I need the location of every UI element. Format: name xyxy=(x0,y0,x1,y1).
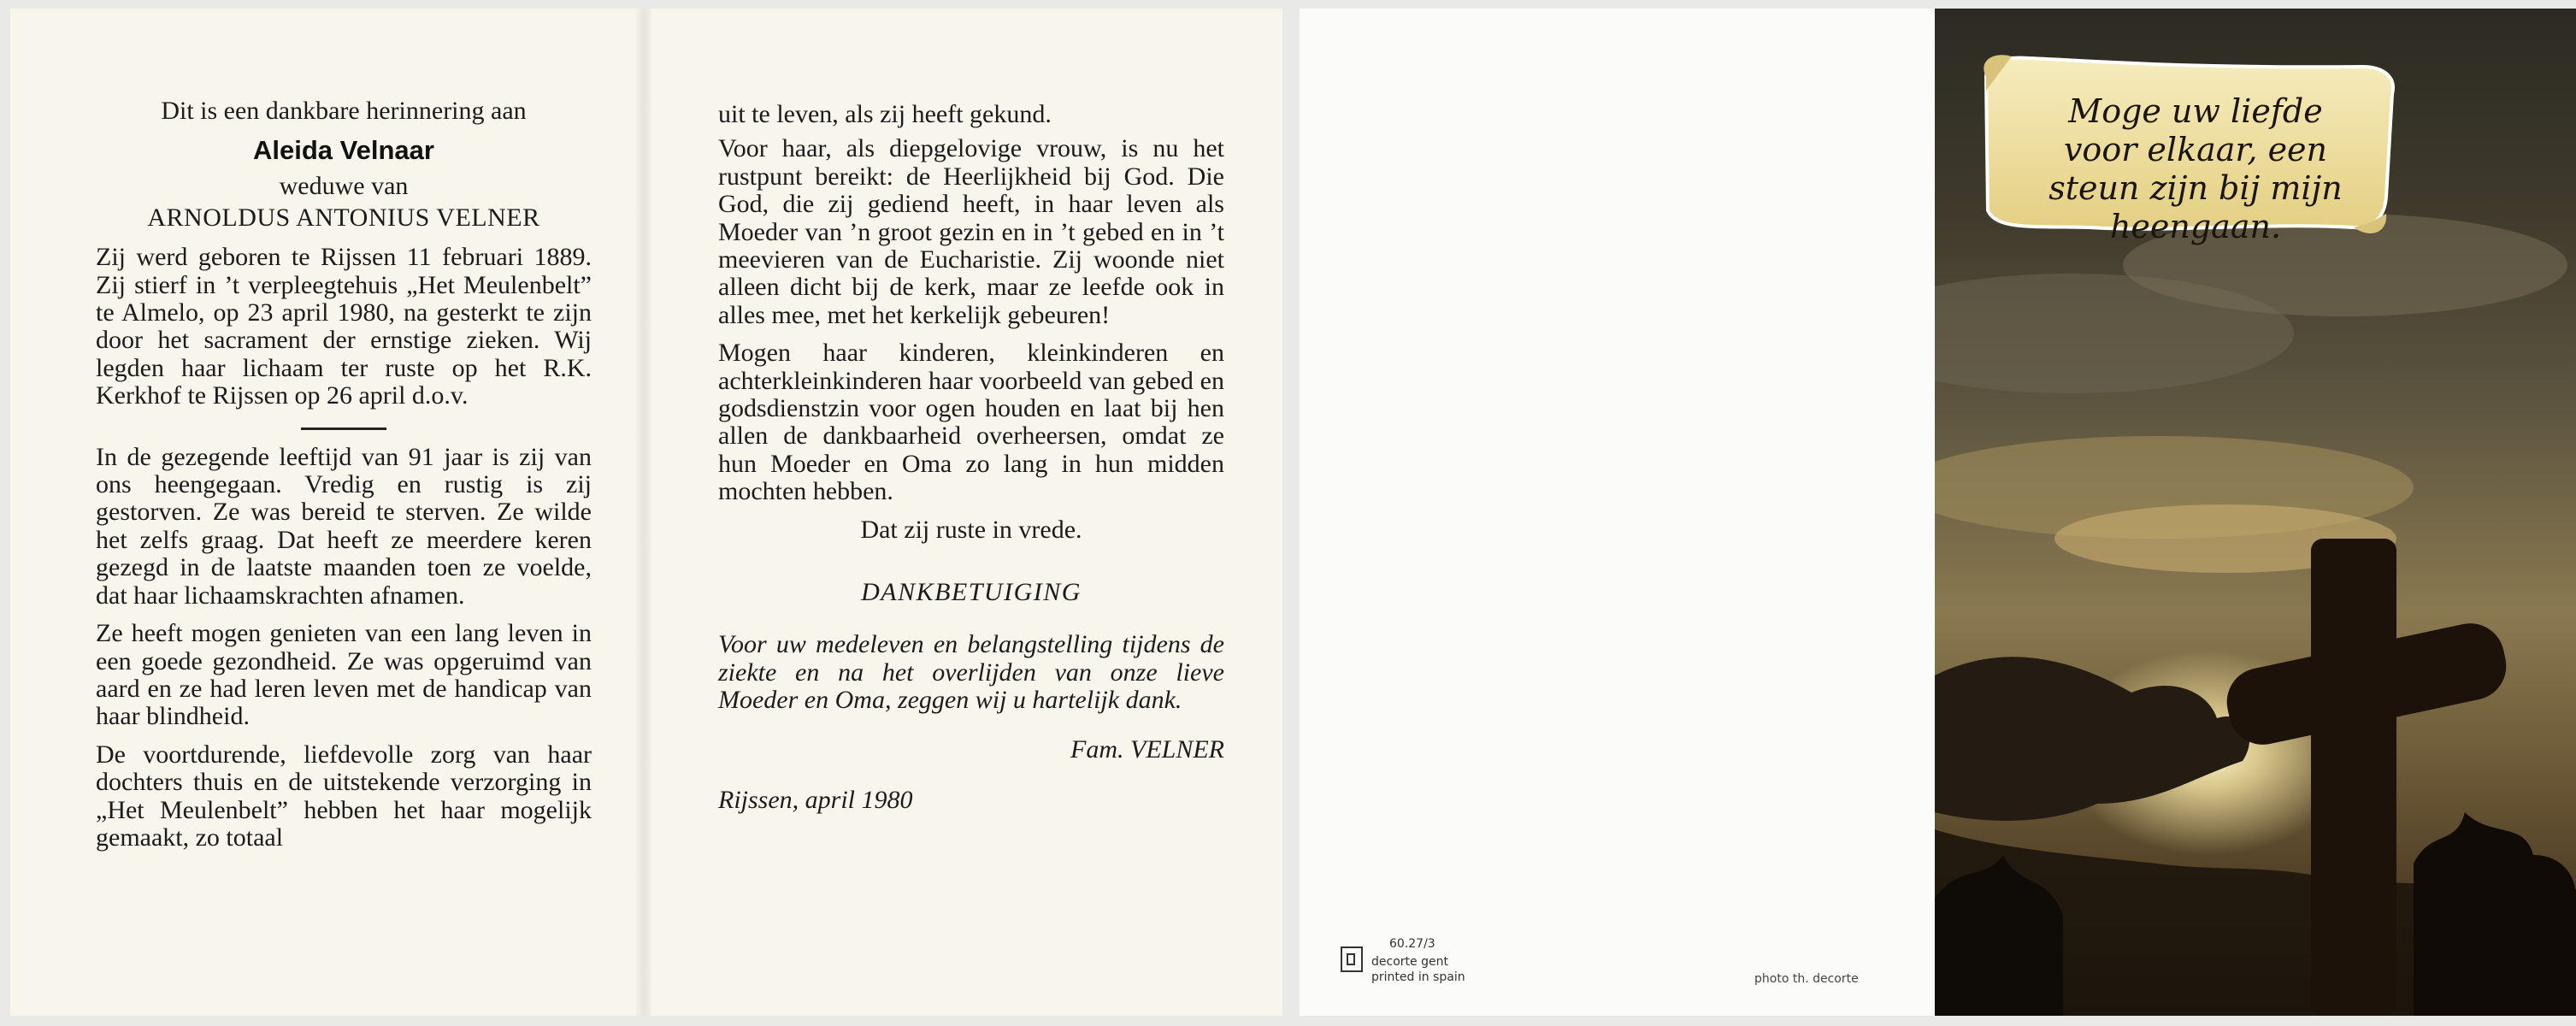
photo-credit: photo th. decorte xyxy=(1754,972,1859,986)
right-page xyxy=(718,9,1224,1016)
paragraph: Ze heeft mogen genieten van een lang leven in een goede gezondheid. Ze was opgeruimd van aard en ze had leren leven met de handicap van haar blindheid. xyxy=(96,619,592,731)
husband-name: ARNOLDUS ANTONIUS VELNER xyxy=(147,203,540,232)
intro-line: Dit is een dankbare herinnering aan xyxy=(161,97,527,125)
imprint-lines xyxy=(1371,954,1465,985)
paragraph: uit te leven, als zij heeft gekund. xyxy=(718,100,1052,128)
cross-post xyxy=(2311,539,2396,1016)
paragraph: De voortdurende, liefdevolle zorg van haar dochters thuis en de uitstekende verzorging in „Het Meulenbelt” hebben het haar mogelijk gemaakt, zo totaal xyxy=(96,740,592,852)
place-date: Rijssen, april 1980 xyxy=(718,785,913,814)
thanks-heading: DANKBETUIGING xyxy=(861,578,1082,607)
card-fold xyxy=(636,9,651,1016)
imprint-code: 60.27/3 xyxy=(1389,937,1435,951)
family-signature: Fam. VELNER xyxy=(1070,735,1224,764)
cross-photo xyxy=(1935,9,2576,1016)
thanks-text: Voor uw medeleven en belangstelling tijdens de ziekte en na het overlijden van onze lieve Moeder en Oma, zeggen wij u hartelijk dank. xyxy=(718,630,1224,714)
memorial-card-outside xyxy=(1300,9,2576,1016)
divider xyxy=(301,428,386,430)
imprint-origin: printed in spain xyxy=(1371,970,1465,984)
left-page xyxy=(96,9,592,1016)
paragraph: In de gezegende leeftijd van 91 jaar is zij van ons heengegaan. Vredig en rustig is zij gestorven. Ze was bereid te sterven. Ze wilde het zelfs graag. Dat heeft ze meerdere keren gezegd in de laatste maanden toen ze voelde, dat haar lichaamskrachten afnamen. xyxy=(96,442,592,610)
widow-of-line: weduwe van xyxy=(279,172,409,201)
paragraph: Mogen haar kinderen, kleinkinderen en achterkleinkinderen haar voorbeeld van gebed en godsdienstzin voor ogen houden en laat bij hen allen de dankbaarheid overheersen, omdat ze hun Moeder en Oma zo lang in hun midden mochten hebben. xyxy=(718,339,1224,506)
publisher-logo xyxy=(1341,946,1363,972)
imprint-publisher: decorte gent xyxy=(1371,955,1448,969)
memorial-card-inside xyxy=(10,9,1282,1016)
tree-silhouette xyxy=(2414,812,2576,1016)
rest-in-peace-line: Dat zij ruste in vrede. xyxy=(860,515,1082,544)
paragraph: Zij werd geboren te Rijssen 11 februari 1889. Zij stierf in ’t verpleegtehuis „Het Meulenbelt” te Almelo, op 23 april 1980, na gesterkt te zijn door het sacrament der ernstige zieken. Wij legden haar lichaam ter ruste op het R.K. Kerkhof te Rijssen op 26 april d.o.v. xyxy=(96,243,592,410)
paragraph: Voor haar, als diepgelovige vrouw, is nu het rustpunt bereikt: de Heerlijkheid bij God. Die God, die zij gediend heeft, in haar leven als Moeder van ’n groot gezin en in ’t gebed en in ’t meevieren van de Eucharistie. Zij woonde niet alleen dicht bij de kerk, maar ze leefde ook in alles mee, met het kerkelijk gebeuren! xyxy=(718,134,1224,329)
deceased-name: Aleida Velnaar xyxy=(253,135,434,166)
scroll-quote: Moge uw liefde voor elkaar, een steun zijn bij mijn heengaan. xyxy=(2048,92,2343,245)
